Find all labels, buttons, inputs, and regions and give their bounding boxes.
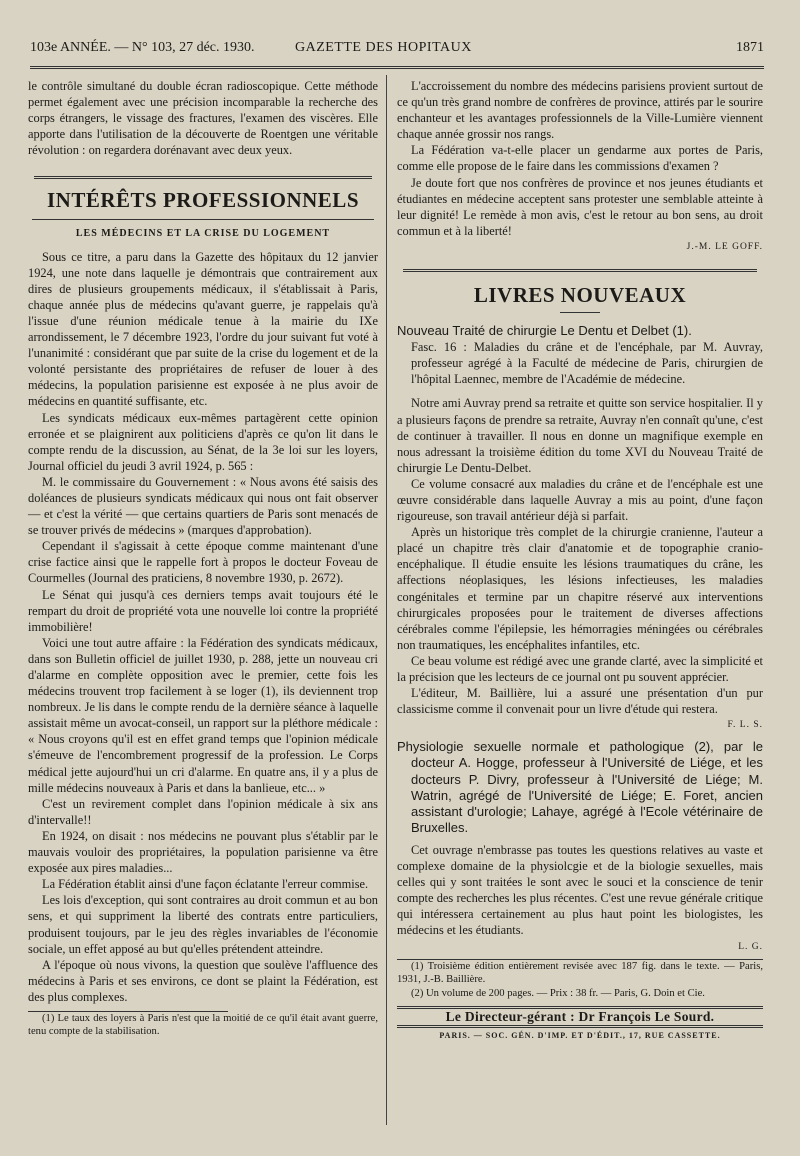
signature: L. G.	[738, 941, 763, 952]
journal-title: GAZETTE DES HOPITAUX	[295, 40, 472, 55]
footnote: (1) Le taux des loyers à Paris n'est que la moitié de ce qu'il était avant guerre, tenu compte de la stabilisation.	[28, 1012, 378, 1038]
section-title-interets: INTÉRÊTS PROFESSIONNELS	[46, 188, 359, 213]
article-subtitle: LES MÉDECINS ET LA CRISE DU LOGEMENT	[75, 228, 331, 240]
paragraph: Cependant il s'agissait à cette époque comme maintenant d'une crise factice ainsi que le rappelle fort à propos le docteur Foveau de Courmelles (Journal des praticiens, 8 novembre 1930, p. 2672).	[28, 539, 378, 586]
paragraph: Les syndicats médicaux eux-mêmes partagèrent cette opinion erronée et se plaignirent aux politiciens d'après ce qu'on lit dans le compte rendu de la discussion, au Sénat, de la 3e loi sur les loyers, Journal officiel du jeudi 3 avril 1924, p. 565 :	[28, 410, 378, 473]
paragraph: Notre ami Auvray prend sa retraite et quitte son service hospitalier. Il y a plusieurs façons de prendre sa retraite, Auvray n'en connaît qu'une, c'est de continuer à travailler. Il nous en donne un magnifique exemple en nous adressant la troisième édition du tome XVI du Nouveau Traité de chirurgie Le Dentu-Delbet.	[397, 396, 763, 475]
signature: F. L. S.	[727, 720, 763, 731]
paragraph: C'est un revirement complet dans l'opinion médicale à six ans d'intervalle!!	[28, 796, 378, 827]
paragraph: La Fédération va-t-elle placer un gendarme aux portes de Paris, comme elle propose de le faire dans les commissions d'examen ?	[397, 143, 763, 174]
header-rule	[30, 66, 764, 69]
paragraph: L'accroissement du nombre des médecins parisiens provient surtout de ce qu'un très grand nombre de confrères de province, attirés par le sourire enchanteur et les avantages professionnels de la Ville-Lumière viennent chaque année grossir nos rangs.	[397, 79, 763, 142]
paragraph: Cet ouvrage n'embrasse pas toutes les questions relatives au vaste et complexe domaine de la physiolcgie et de la biologie sexuelles, mais celles qui y sont traitées le sont avec le souci et la conscience de tenir compte des recherches les plus récentes. C'est une revue générale critique qui intéressera certainement au plus haut point les biologistes, les médecins et les étudiants.	[397, 842, 763, 938]
book-entry-title: Physiologie sexuelle normale et pathologique (2), par le docteur A. Hogge, professeur à l'Université de Liége, et les docteurs P. Divry, professeur à l'Université de Liége; M. Watrin, agrégé de l'Université de Liége; E. Foret, ancien assistant d'urologie; Lahaye, agrégé à l'Ecole vétérinaire de Bruxelles.	[397, 739, 763, 835]
paragraph: Les lois d'exception, qui sont contraires au droit commun et au bon sens, et qui suppriment la liberté des contrats entre particuliers, produisent toujours, par le jeu des règles invariables de l'économie sociale, un effet apposé au but qu'elles prétendent atteindre.	[28, 893, 378, 956]
director-line: Le Directeur-gérant : Dr François Le Sourd.	[445, 1009, 715, 1025]
paragraph: M. le commissaire du Gouvernement : « Nous avons été saisis des doléances de plusieurs syndicats médicaux qui nous ont fait observer — et c'est la vérité — que certains quartiers de Paris sont menacés de se trouver privés de médecins » (marques d'approbation).	[28, 474, 378, 538]
page-header	[30, 40, 764, 62]
book-footnote: (1) Troisième édition entièrement revisée avec 187 fig. dans le texte. — Paris, 1931, J.-B. Baillière.	[397, 960, 763, 986]
issue-info: 103e ANNÉE. — N° 103, 27 déc. 1930.	[30, 40, 255, 55]
book-entry-description: Fasc. 16 : Maladies du crâne et de l'encéphale, par M. Auvray, professeur agrégé à la Faculté de médecine de Paris, chirurgien de l'hôpital Laennec, membre de l'Académie de médecine.	[411, 340, 763, 387]
paragraph: L'éditeur, M. Baillière, lui a assuré une présentation d'un pur classicisme comme il convenait pour un livre d'étude qui restera.	[397, 686, 763, 717]
paragraph: Ce volume consacré aux maladies du crâne et de l'encéphale est une œuvre considérable dans laquelle Auvray a mis au point, d'une façon rigoureuse, son travail antérieur déjà si parfait.	[397, 476, 763, 524]
intro-paragraph: le contrôle simultané du double écran radioscopique. Cette méthode permet également avec une précision incomparable la recherche des corps étrangers, le vissage des fractures, l'examen des viscères. Elle apporte dans l'utilisation de la découverte de Roentgen une véritable révolution : on regardera dorénavant avec deux yeux.	[28, 79, 378, 158]
book-footnote: (2) Un volume de 200 pages. — Prix : 38 fr. — Paris, G. Doin et Cie.	[411, 987, 705, 999]
paragraph: Ce beau volume est rédigé avec une grande clarté, avec la simplicité et la précision que les lecteurs de ce journal ont pu souvent apprécier.	[397, 653, 763, 684]
right-column	[397, 78, 763, 1044]
paragraph: Après un historique très complet de la chirurgie cranienne, l'auteur a placé un chapitre très clair d'anatomie et de topographie cranio-encéphalique. Il étudie ensuite les lésions traumatiques du crâne, les affections néoplasiques, les lésions infectieuses, les maladies congénitales et termine par un chapitre réservé aux interventions chirurgicales proposées pour le traitement de diverses affections cérébrales comme l'épilepsie, les hémorragies méningées ou cérébrales non traumatiques, les encéphalites infantiles, etc.	[397, 525, 763, 652]
paragraph: La Fédération établit ainsi d'une façon éclatante l'erreur commise.	[42, 877, 369, 892]
paragraph: Le Sénat qui jusqu'à ces derniers temps avait toujours été le rempart du droit de propriété vota une nouvelle loi contre la propriété immobilière!	[28, 587, 378, 634]
section-title-livres: LIVRES NOUVEAUX	[473, 283, 687, 308]
book-entry-title: Nouveau Traité de chirurgie Le Dentu et Delbet (1).	[397, 323, 692, 339]
paragraph: Sous ce titre, a paru dans la Gazette des hôpitaux du 12 janvier 1924, une note dans laquelle je démontrais que contrairement aux dires de plusieurs groupements médicaux, il s'établissait à Paris, chaque année plus de médecins qu'avant guerre, je rappelais qu'à l'issue d'une réunion médicale tenue à la mairie du IXe arrondissement, le 7 décembre 1923, l'ordre du jour suivant fut voté à l'unanimité : considérant que par suite de la crise du logement et de la volonté persistante des propriétaires de refuser de louer à des médecins, la population parisienne est exposée à ne plus avoir de médecins en quantité suffisante, etc.	[28, 249, 378, 409]
printer-line: PARIS. — SOC. GÉN. D'IMP. ET D'ÉDIT., 17, RUE CASSETTE.	[439, 1031, 721, 1041]
paragraph: Voici une tout autre affaire : la Fédération des syndicats médicaux, dans son Bulletin officiel de juillet 1930, p. 288, jette un nouveau cri d'alarme en complète opposition avec le premier, cette fois les médecins trouvent trop facilement à se loger (1), ils deviennent trop nombreux. Je lis dans le compte rendu de la dernière séance à laquelle assistait même un avocat-conseil, un rapport sur la pléthore médicale : « Nous croyons qu'il est en effet grand temps que l'opinion médicale s'émeuve de l'encombrement progressif de la profession. Le Corps médical jette aujourd'hui un cri d'alarme. En quatre ans, il y a plus de mille médecins nouveaux à Paris et dans la banlieue, etc... »	[28, 635, 378, 795]
page-number: 1871	[736, 40, 764, 55]
left-column	[28, 78, 378, 1039]
column-divider	[386, 75, 387, 1125]
paragraph: En 1924, on disait : nos médecins ne pouvant plus s'établir par le mauvais vouloir des propriétaires, la population parisienne va être exposée aux pires maladies...	[28, 828, 378, 876]
paragraph: A l'époque où nous vivons, la question que soulève l'affluence des médecins à Paris et ses environs, ce dont se plaint la Fédération, est des plus complexes.	[28, 957, 378, 1004]
signature: J.-M. LE GOFF.	[686, 241, 763, 252]
paragraph: Je doute fort que nos confrères de province et nos jeunes étudiants et étudiantes en médecine acceptent sans protester une semblable atteinte à leur dignité! Le remède à mon avis, c'est le retour au bon sens, au droit commun et à la liberté!	[397, 175, 763, 238]
